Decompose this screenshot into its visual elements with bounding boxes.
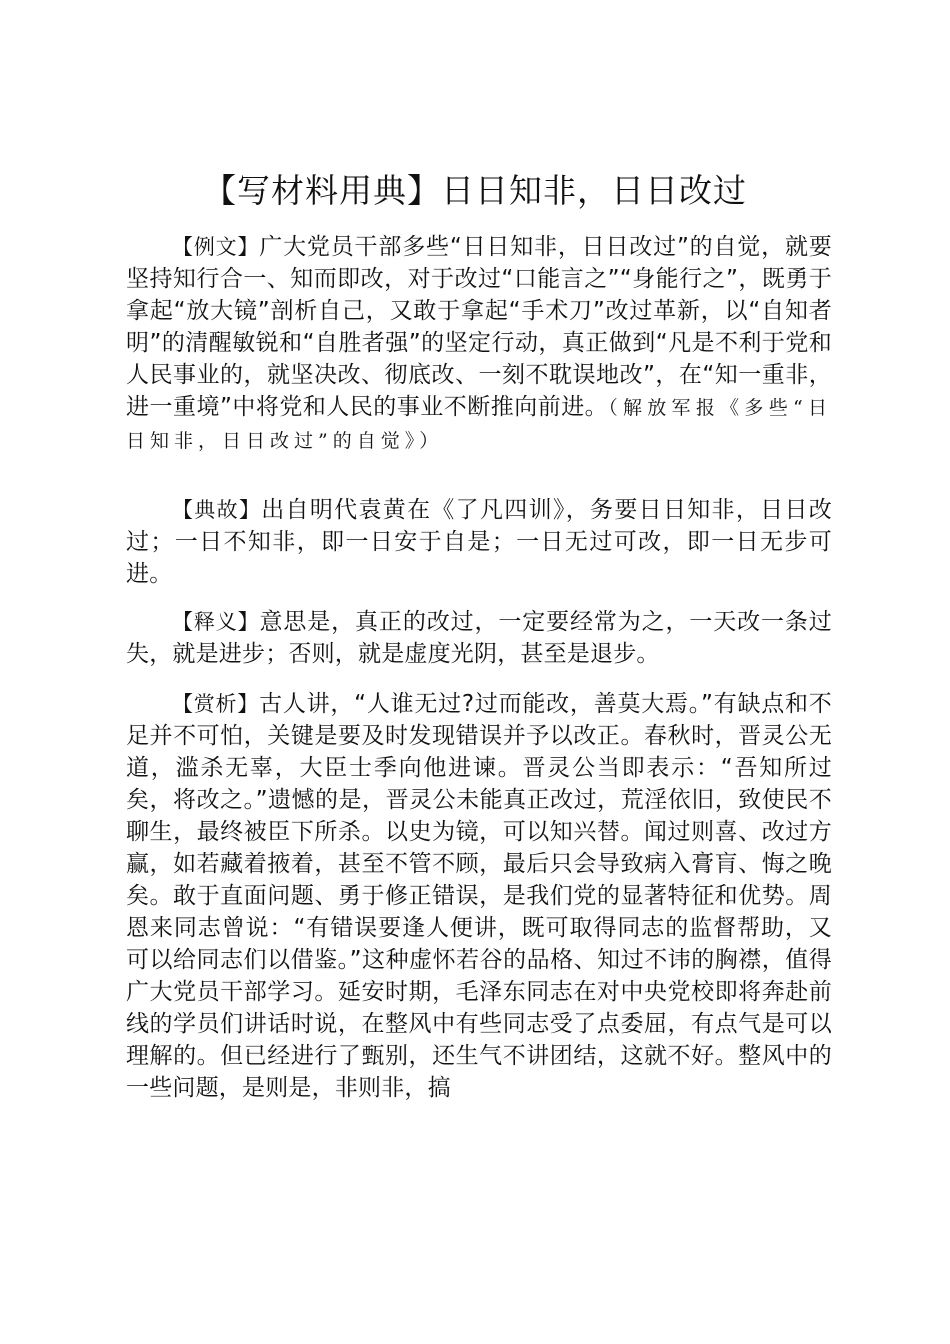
analysis-label: 【赏析】 xyxy=(172,692,260,716)
meaning-label: 【释义】 xyxy=(172,610,260,634)
allusion-paragraph xyxy=(126,494,832,590)
example-text: 广大党员干部多些“日日知非，日日改过”的自觉，就要坚持知行合一、知而即改，对于改过“口能言之”“身能行之”，既勇于拿起“放大镜”剖析自己，又敢于拿起“手术刀”改过革新，以“自知者明”的清醒敏锐和“自胜者强”的坚定行动，真正做到“凡是不利于党和人民事业的，就坚决改、彻底改、一刻不耽误地改”，在“知一重非，进一重境”中将党和人民的事业不断推向前进。 xyxy=(126,234,832,420)
example-paragraph xyxy=(126,231,832,457)
document-title: 【写材料用典】日日知非，日日改过 xyxy=(203,171,747,210)
example-source: （解放军报《多些“日日知非，日日改过”的自觉》） xyxy=(126,397,832,452)
allusion-label: 【典故】 xyxy=(172,498,262,522)
meaning-text: 意思是，真正的改过，一定要经常为之，一天改一条过失，就是进步；否则，就是虚度光阴，甚至是退步。 xyxy=(126,609,832,667)
meaning-paragraph xyxy=(126,606,832,670)
analysis-text: 古人讲，“人谁无过?过而能改，善莫大焉。”有缺点和不足并不可怕，关键是要及时发现错误并予以改正。春秋时，晋灵公无道，滥杀无辜，大臣士季向他进谏。晋灵公当即表示：“吾知所过矣，将改之。”遗憾的是，晋灵公未能真正改过，荒淫依旧，致使民不聊生，最终被臣下所杀。以史为镜，可以知兴替。闻过则喜、改过方赢，如若藏着掖着，甚至不管不顾，最后只会导致病入膏肓、悔之晚矣。敢于直面问题、勇于修正错误，是我们党的显著特征和优势。周恩来同志曾说：“有错误要逢人便讲，既可取得同志的监督帮助，又可以给同志们以借鉴。”这种虚怀若谷的品格、知过不讳的胸襟，值得广大党员干部学习。延安时期，毛泽东同志在对中央党校即将奔赴前线的学员们讲话时说，在整风中有些同志受了点委屈，有点气是可以理解的。但已经进行了甄别，还生气不讲团结，这就不好。整风中的一些问题，是则是，非则非，搞 xyxy=(126,691,832,1101)
analysis-paragraph xyxy=(126,688,832,1104)
example-label: 【例文】 xyxy=(172,235,260,259)
allusion-text: 出自明代袁黄在《了凡四训》，务要日日知非，日日改过；一日不知非，即一日安于自是；一日无过可改，即一日无步可进。 xyxy=(126,497,832,587)
